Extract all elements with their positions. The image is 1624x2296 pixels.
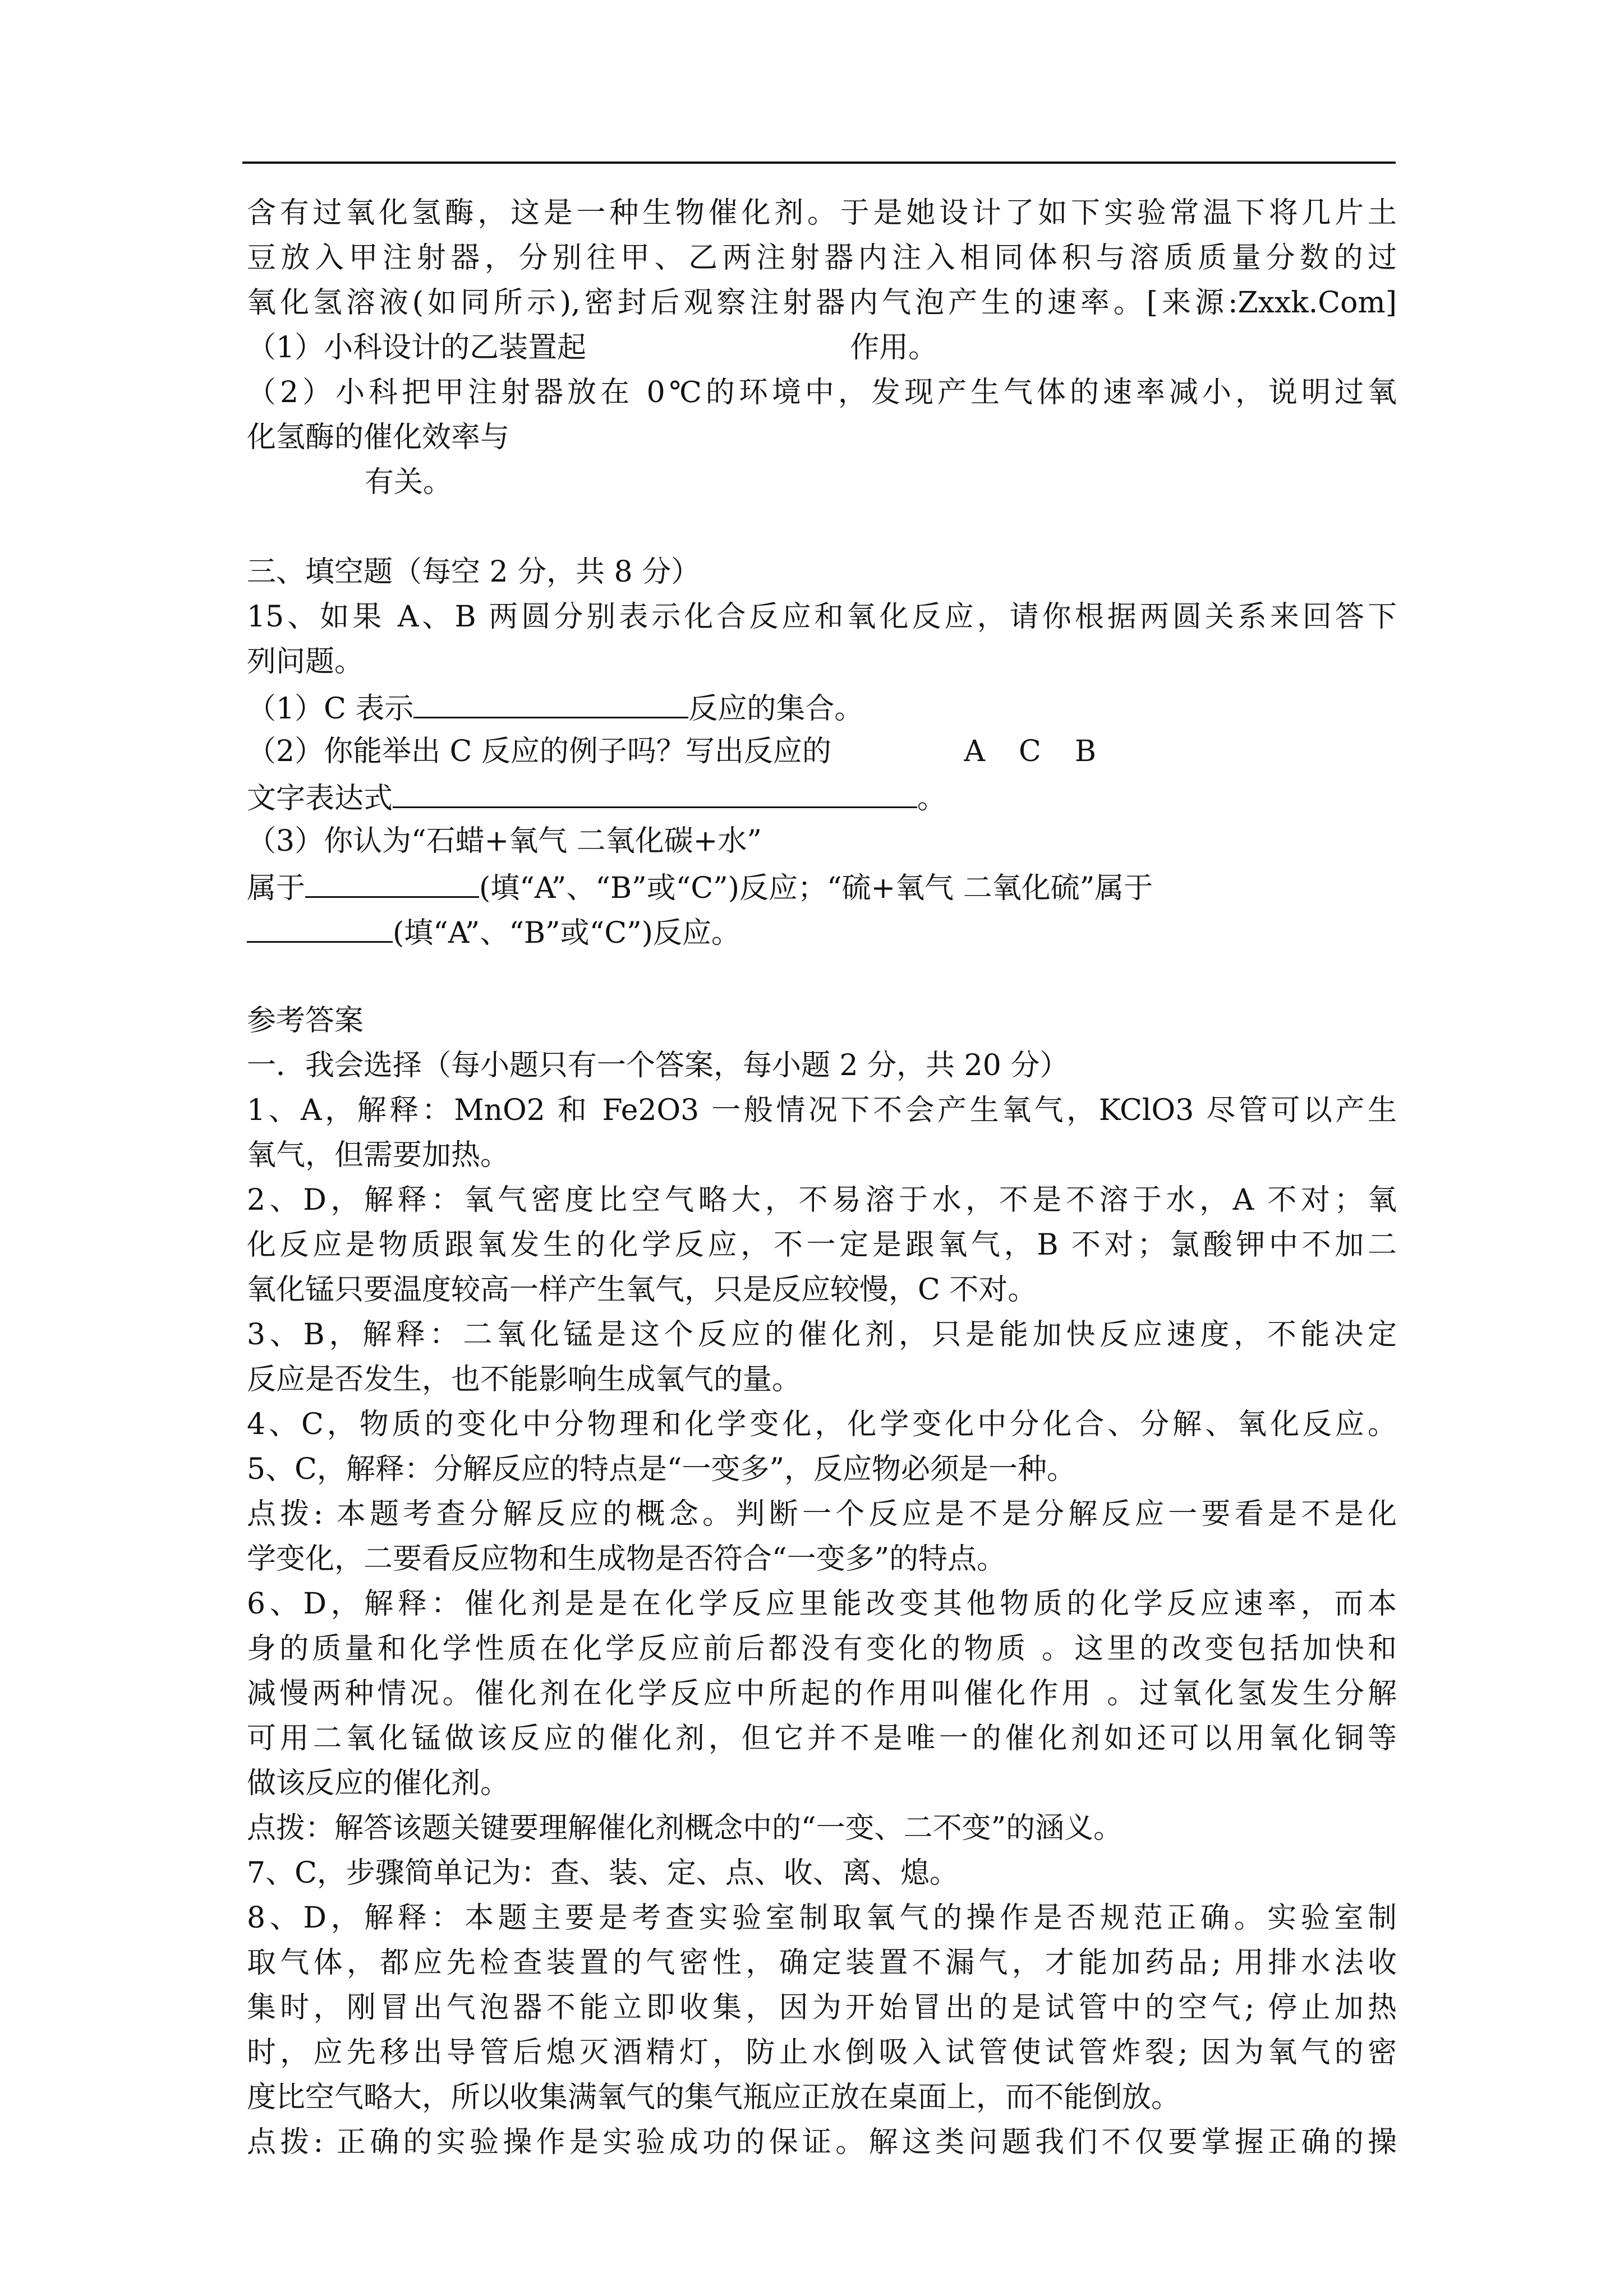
question-1 — [247, 325, 1397, 370]
intro-line-3: 氧化氢溶液(如同所示),密封后观察注射器内气泡产生的速率。[来源:Zxxk.Com] — [247, 286, 1397, 320]
answers-subtitle: 一．我会选择（每小题只有一个答案，每小题 2 分，共 20 分） — [247, 1049, 1069, 1082]
answer-line: 2、D，解释：氧气密度比空气略大，不易溶于水，不是不溶于水，A 不对；氧 — [247, 1183, 1397, 1217]
answer-line: 1、A，解释：MnO2 和 Fe2O3 一般情况下不会产生氧气，KClO3 尽管可以产生 — [247, 1094, 1397, 1127]
question-15-part-3-line-3: (填“A”、“B”或“C”)反应。 — [247, 909, 1397, 953]
answer-line: 6、D，解释：催化剂是是在化学反应里能改变其他物质的化学反应速率，而本 — [247, 1587, 1397, 1621]
question-15-part-3: （3）你认为“石蜡+氧气 二氧化碳+水” — [247, 824, 762, 858]
question-2-line-3: 有关。 — [365, 465, 453, 499]
answer-line: 化反应是物质跟氧发生的化学反应，不一定是跟氧气，B 不对；氯酸钾中不加二 — [247, 1228, 1397, 1262]
answer-line: 7、C，步骤简单记为：查、装、定、点、收、离、熄。 — [247, 1856, 959, 1890]
answer-blank-2[interactable] — [393, 774, 917, 808]
answer-blank-3[interactable] — [305, 864, 479, 898]
answer-line: 学变化，二要看反应物和生成物是否符合“一变多”的特点。 — [247, 1542, 1006, 1576]
question-15-part-2: （2）你能举出 C 反应的例子吗？写出反应的 A C B — [247, 729, 1397, 774]
answer-line: 氧气，但需要加热。 — [247, 1138, 510, 1172]
answer-line: 氧化锰只要温度较高一样产生氧气，只是反应较慢，C 不对。 — [247, 1273, 1037, 1307]
document-body — [247, 191, 1397, 2165]
answer-line: 可用二氧化锰做该反应的催化剂，但它并不是唯一的催化剂如还可以用氧化铜等 — [247, 1722, 1397, 1755]
answer-line: 做该反应的催化剂。 — [247, 1767, 510, 1800]
answer-line: 取气体，都应先检查装置的气密性，确定装置不漏气，才能加药品; 用排水法收 — [247, 1946, 1397, 1980]
answer-blank-1[interactable] — [413, 684, 688, 718]
answer-line: 5、C，解释：分解反应的特点是“一变多”，反应物必须是一种。 — [247, 1453, 1076, 1486]
answer-line: 减慢两种情况。催化剂在化学反应中所起的作用叫催化作用 。过氧化氢发生分解 — [247, 1677, 1397, 1711]
question-2-line-2: 化氢酶的催化效率与 — [247, 421, 510, 454]
answers-title: 参考答案 — [247, 1004, 364, 1038]
question-15-line-1: 15、如果 A、B 两圆分别表示化合反应和氧化反应，请你根据两圆关系来回答下 — [247, 600, 1397, 634]
venn-label-a: A — [964, 735, 986, 768]
intro-line-1: 含有过氧化氢酶，这是一种生物催化剂。于是她设计了如下实验常温下将几片土 — [247, 196, 1397, 230]
question-1-text: （1）小科设计的乙装置起 — [247, 331, 587, 365]
answer-line: 点拨：解答该题关键要理解催化剂概念中的“一变、二不变”的涵义。 — [247, 1811, 1123, 1845]
header-rule — [242, 162, 1396, 164]
answer-line: 集时，刚冒出气泡器不能立即收集，因为开始冒出的是试管中的空气; 停止加热 — [247, 1991, 1397, 2025]
question-2-line-1: （2）小科把甲注射器放在 0℃的环境中，发现产生气体的速率减小，说明过氧 — [247, 376, 1397, 409]
section-3-title: 三、填空题（每空 2 分，共 8 分） — [247, 555, 701, 589]
venn-labels — [964, 729, 1130, 774]
question-15-part-3-line-2: 属于 (填“A”、“B”或“C”)反应；“硫+氧气 二氧化硫”属于 — [247, 864, 1397, 909]
answer-line: 身的质量和化学性质在化学反应前后都没有变化的物质 。这里的改变包括加快和 — [247, 1632, 1397, 1666]
question-15-line-2: 列问题。 — [247, 645, 364, 679]
answer-line: 度比空气略大，所以收集满氧气的集气瓶应正放在桌面上，而不能倒放。 — [247, 2081, 1181, 2114]
question-15-part-1: （1）C 表示 反应的集合。 — [247, 684, 1397, 729]
venn-label-c: C — [1019, 735, 1041, 768]
answer-line: 点拨: 正确的实验操作是实验成功的保证。解这类问题我们不仅要掌握正确的操 — [247, 2126, 1397, 2159]
question-1-suffix: 作用。 — [850, 331, 938, 365]
answer-line: 4、C，物质的变化中分物理和化学变化，化学变化中分化合、分解、氧化反应。 — [247, 1408, 1397, 1441]
answer-line: 点拨: 本题考查分解反应的概念。判断一个反应是不是分解反应一要看是不是化 — [247, 1497, 1397, 1531]
answer-blank-4[interactable] — [247, 909, 393, 943]
venn-label-b: B — [1074, 735, 1097, 768]
intro-line-2: 豆放入甲注射器，分别往甲、乙两注射器内注入相同体积与溶质质量分数的过 — [247, 241, 1397, 275]
question-15-part-2-expression: 文字表达式 。 — [247, 774, 1397, 819]
answer-line: 反应是否发生，也不能影响生成氧气的量。 — [247, 1363, 802, 1396]
answer-line: 8、D，解释：本题主要是考查实验室制取氧气的操作是否规范正确。实验室制 — [247, 1901, 1397, 1935]
answer-line: 3、B，解释：二氧化锰是这个反应的催化剂，只是能加快反应速度，不能决定 — [247, 1318, 1397, 1352]
answer-line: 时，应先移出导管后熄灭酒精灯，防止水倒吸入试管使试管炸裂; 因为氧气的密 — [247, 2036, 1397, 2069]
